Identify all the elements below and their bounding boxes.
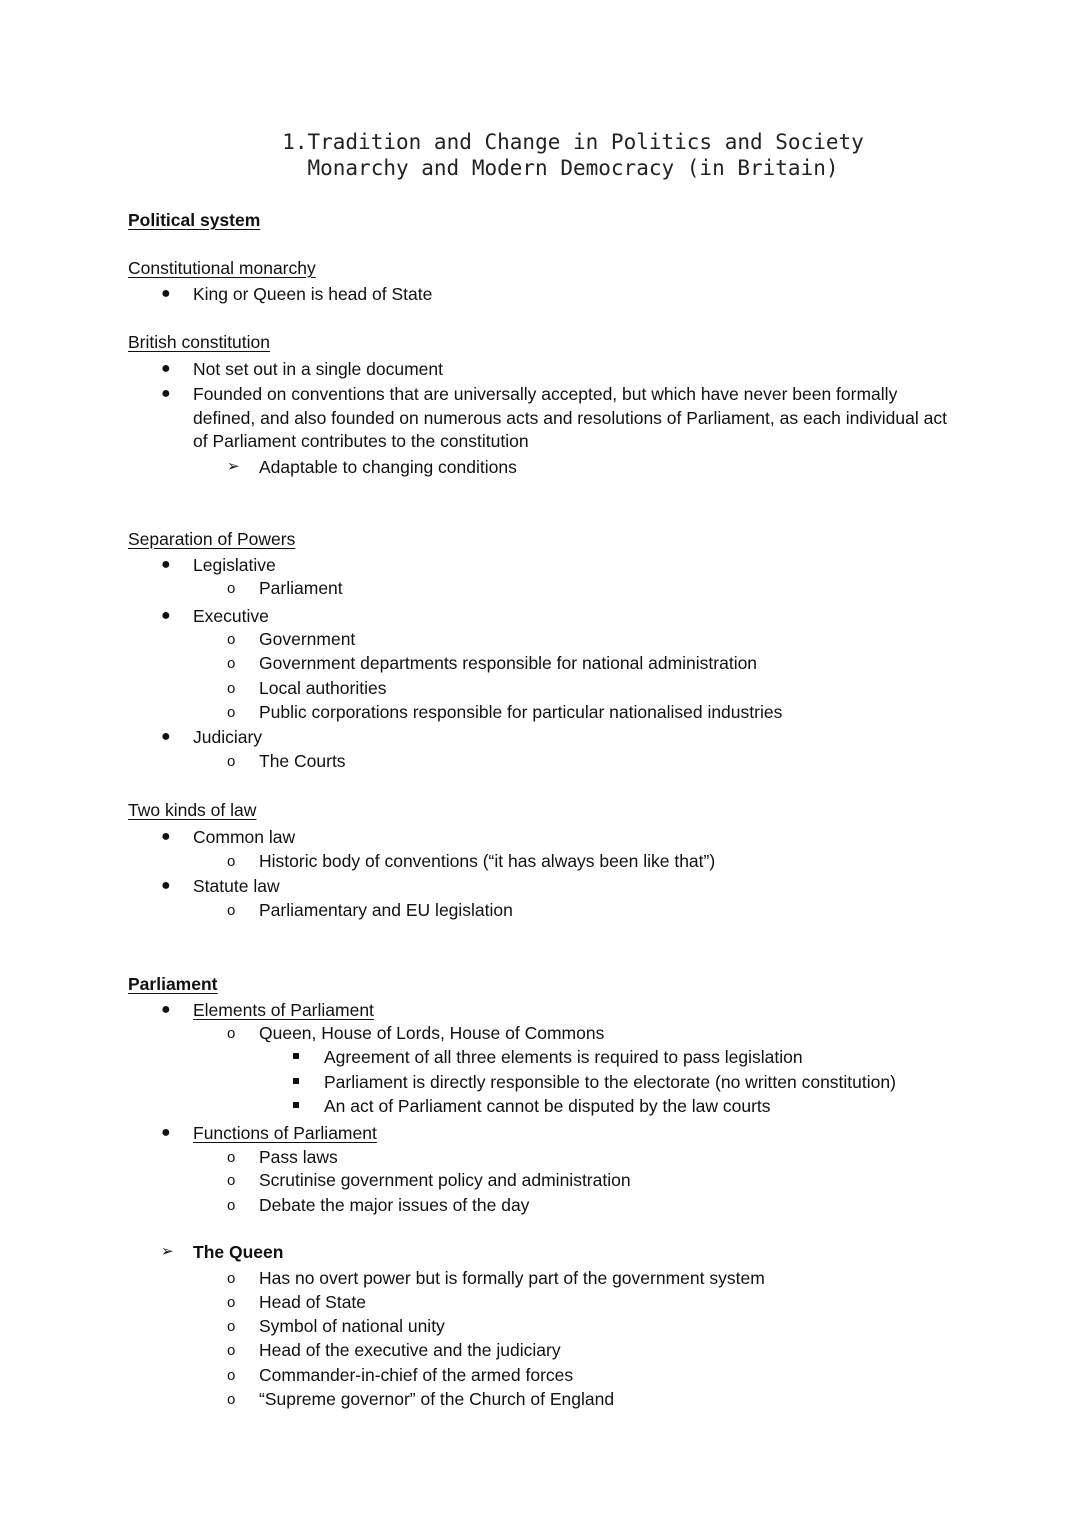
circle-bullet-icon: o <box>227 853 236 870</box>
list-item-the-queen: The Queen <box>193 1242 284 1262</box>
sub-item: Head of State <box>259 1292 367 1312</box>
bullet-icon: ● <box>161 1124 171 1141</box>
sub-item: Parliamentary and EU legislation <box>259 900 513 920</box>
sub-item: Historic body of conventions (“it has always been like that”) <box>259 851 716 871</box>
sub-item: Public corporations responsible for particular nationalised industries <box>259 702 783 722</box>
square-bullet-icon <box>293 1053 299 1059</box>
bullet-icon: ● <box>161 1001 171 1018</box>
sub-item: The Courts <box>259 751 346 771</box>
sub-item: Head of the executive and the judiciary <box>259 1340 561 1360</box>
list-item-elements-of-parliament: Elements of Parliament <box>193 1000 374 1020</box>
bullet-icon: ● <box>161 607 171 624</box>
list-item: Legislative <box>193 555 276 575</box>
bullet-icon: ● <box>161 285 171 302</box>
bullet-icon: ● <box>161 385 171 402</box>
circle-bullet-icon: o <box>227 1342 236 1359</box>
circle-bullet-icon: o <box>227 753 236 770</box>
list-item: Not set out in a single document <box>193 359 444 379</box>
sub-item: Scrutinise government policy and administration <box>259 1170 631 1190</box>
circle-bullet-icon: o <box>227 1270 236 1287</box>
document-subtitle: Monarchy and Modern Democracy (in Britain) <box>307 156 839 180</box>
circle-bullet-icon: o <box>227 1391 236 1408</box>
sub-item: Symbol of national unity <box>259 1316 445 1336</box>
circle-bullet-icon: o <box>227 1197 236 1214</box>
circle-bullet-icon: o <box>227 704 236 721</box>
list-item-functions-of-parliament: Functions of Parliament <box>193 1123 377 1143</box>
arrow-bullet-icon: ➢ <box>161 1243 174 1260</box>
sub-sub-item: An act of Parliament cannot be disputed by the law courts <box>324 1096 771 1116</box>
sub-item: Commander-in-chief of the armed forces <box>259 1365 574 1385</box>
circle-bullet-icon: o <box>227 1025 236 1042</box>
list-item: King or Queen is head of State <box>193 284 433 304</box>
circle-bullet-icon: o <box>227 1294 236 1311</box>
sub-item: “Supreme governor” of the Church of England <box>259 1389 615 1409</box>
arrow-bullet-icon: ➢ <box>227 458 240 475</box>
subheading-constitutional-monarchy: Constitutional monarchy <box>128 258 316 278</box>
bullet-icon: ● <box>161 728 171 745</box>
bullet-icon: ● <box>161 360 171 377</box>
sub-item: Has no overt power but is formally part of the government system <box>259 1268 765 1288</box>
list-item-paragraph: Founded on conventions that are universally accepted, but which have never been formally defined, and also founded on numerous acts and resolutions of Parliament, as each individual act of Parliament contributes to the constitution <box>193 384 947 451</box>
bullet-icon: ● <box>161 556 171 573</box>
list-item: Judiciary <box>193 727 263 747</box>
subheading-separation-of-powers: Separation of Powers <box>128 529 296 549</box>
circle-bullet-icon: o <box>227 1318 236 1335</box>
sub-item: Parliament <box>259 578 343 598</box>
circle-bullet-icon: o <box>227 1172 236 1189</box>
arrow-item: Adaptable to changing conditions <box>259 457 517 477</box>
circle-bullet-icon: o <box>227 680 236 697</box>
subheading-british-constitution: British constitution <box>128 332 271 352</box>
sub-item: Local authorities <box>259 678 387 698</box>
sub-item: Queen, House of Lords, House of Commons <box>259 1023 605 1043</box>
square-bullet-icon <box>293 1078 299 1084</box>
list-item: Executive <box>193 606 269 626</box>
bullet-icon: ● <box>161 877 171 894</box>
sub-item: Government departments responsible for national administration <box>259 653 758 673</box>
list-item: Statute law <box>193 876 280 896</box>
subheading-two-kinds-of-law: Two kinds of law <box>128 800 257 820</box>
square-bullet-icon <box>293 1102 299 1108</box>
bullet-icon: ● <box>161 828 171 845</box>
circle-bullet-icon: o <box>227 631 236 648</box>
list-item: Common law <box>193 827 296 847</box>
circle-bullet-icon: o <box>227 655 236 672</box>
document-title: 1.Tradition and Change in Politics and Society <box>282 130 864 154</box>
section-heading-parliament: Parliament <box>128 974 218 994</box>
sub-sub-item: Parliament is directly responsible to the electorate (no written constitution) <box>324 1072 896 1092</box>
circle-bullet-icon: o <box>227 902 236 919</box>
circle-bullet-icon: o <box>227 580 236 597</box>
sub-item: Government <box>259 629 356 649</box>
sub-item: Pass laws <box>259 1147 338 1167</box>
section-heading-political-system: Political system <box>128 210 261 230</box>
circle-bullet-icon: o <box>227 1149 236 1166</box>
sub-sub-item: Agreement of all three elements is required to pass legislation <box>324 1047 803 1067</box>
sub-item: Debate the major issues of the day <box>259 1195 530 1215</box>
circle-bullet-icon: o <box>227 1367 236 1384</box>
